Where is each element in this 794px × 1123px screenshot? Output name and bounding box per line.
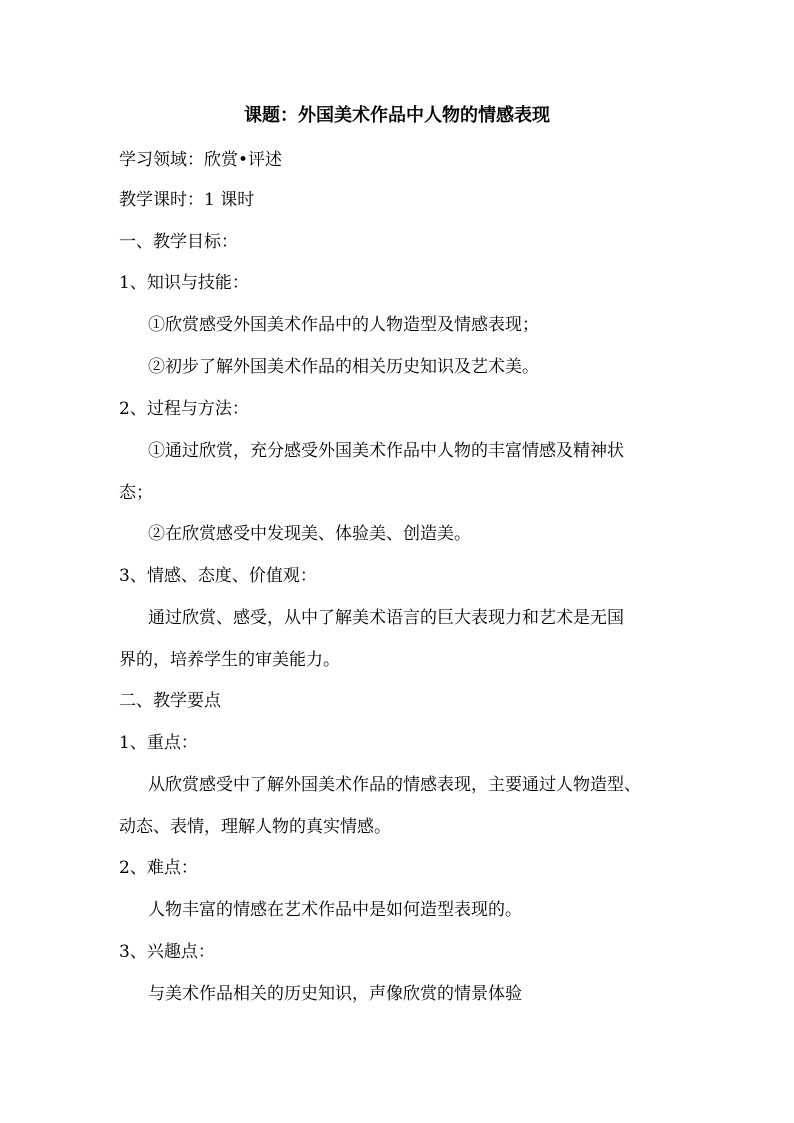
goal-3-heading: 3、情感、态度、价值观： — [119, 566, 317, 586]
point-1-heading: 1、重点： — [119, 733, 198, 753]
goal-1-item-b: ②初步了解外国美术作品的相关历史知识及艺术美。 — [148, 357, 539, 377]
goal-2-item-a-line-1: ①通过欣赏，充分感受外国美术作品中人物的丰富情感及精神状 — [148, 441, 624, 461]
document-title: 课题：外国美术作品中人物的情感表现 — [244, 105, 550, 126]
learning-field: 学习领域：欣赏•评述 — [119, 150, 283, 170]
goal-3-line-2: 界的，培养学生的审美能力。 — [119, 650, 340, 670]
point-3-line-1: 与美术作品相关的历史知识，声像欣赏的情景体验 — [148, 984, 522, 1004]
point-1-line-2: 动态、表情，理解人物的真实情感。 — [119, 817, 391, 837]
goal-3-line-1: 通过欣赏、感受，从中了解美术语言的巨大表现力和艺术是无国 — [148, 608, 624, 628]
goal-2-item-b: ②在欣赏感受中发现美、体验美、创造美。 — [148, 524, 471, 544]
goal-2-heading: 2、过程与方法： — [119, 399, 249, 419]
teaching-hours: 教学课时：1 课时 — [119, 190, 255, 210]
goal-1-heading: 1、知识与技能： — [119, 273, 249, 293]
point-2-line-1: 人物丰富的情感在艺术作品中是如何造型表现的。 — [148, 900, 522, 920]
goal-1-item-a: ①欣赏感受外国美术作品中的人物造型及情感表现； — [148, 315, 539, 335]
point-1-line-1: 从欣赏感受中了解外国美术作品的情感表现，主要通过人物造型、 — [148, 775, 641, 795]
section-heading-points: 二、教学要点 — [119, 691, 221, 711]
section-heading-goals: 一、教学目标： — [119, 232, 238, 252]
point-2-heading: 2、难点： — [119, 858, 198, 878]
point-3-heading: 3、兴趣点： — [119, 942, 215, 962]
goal-2-item-a-line-2: 态； — [119, 483, 153, 503]
